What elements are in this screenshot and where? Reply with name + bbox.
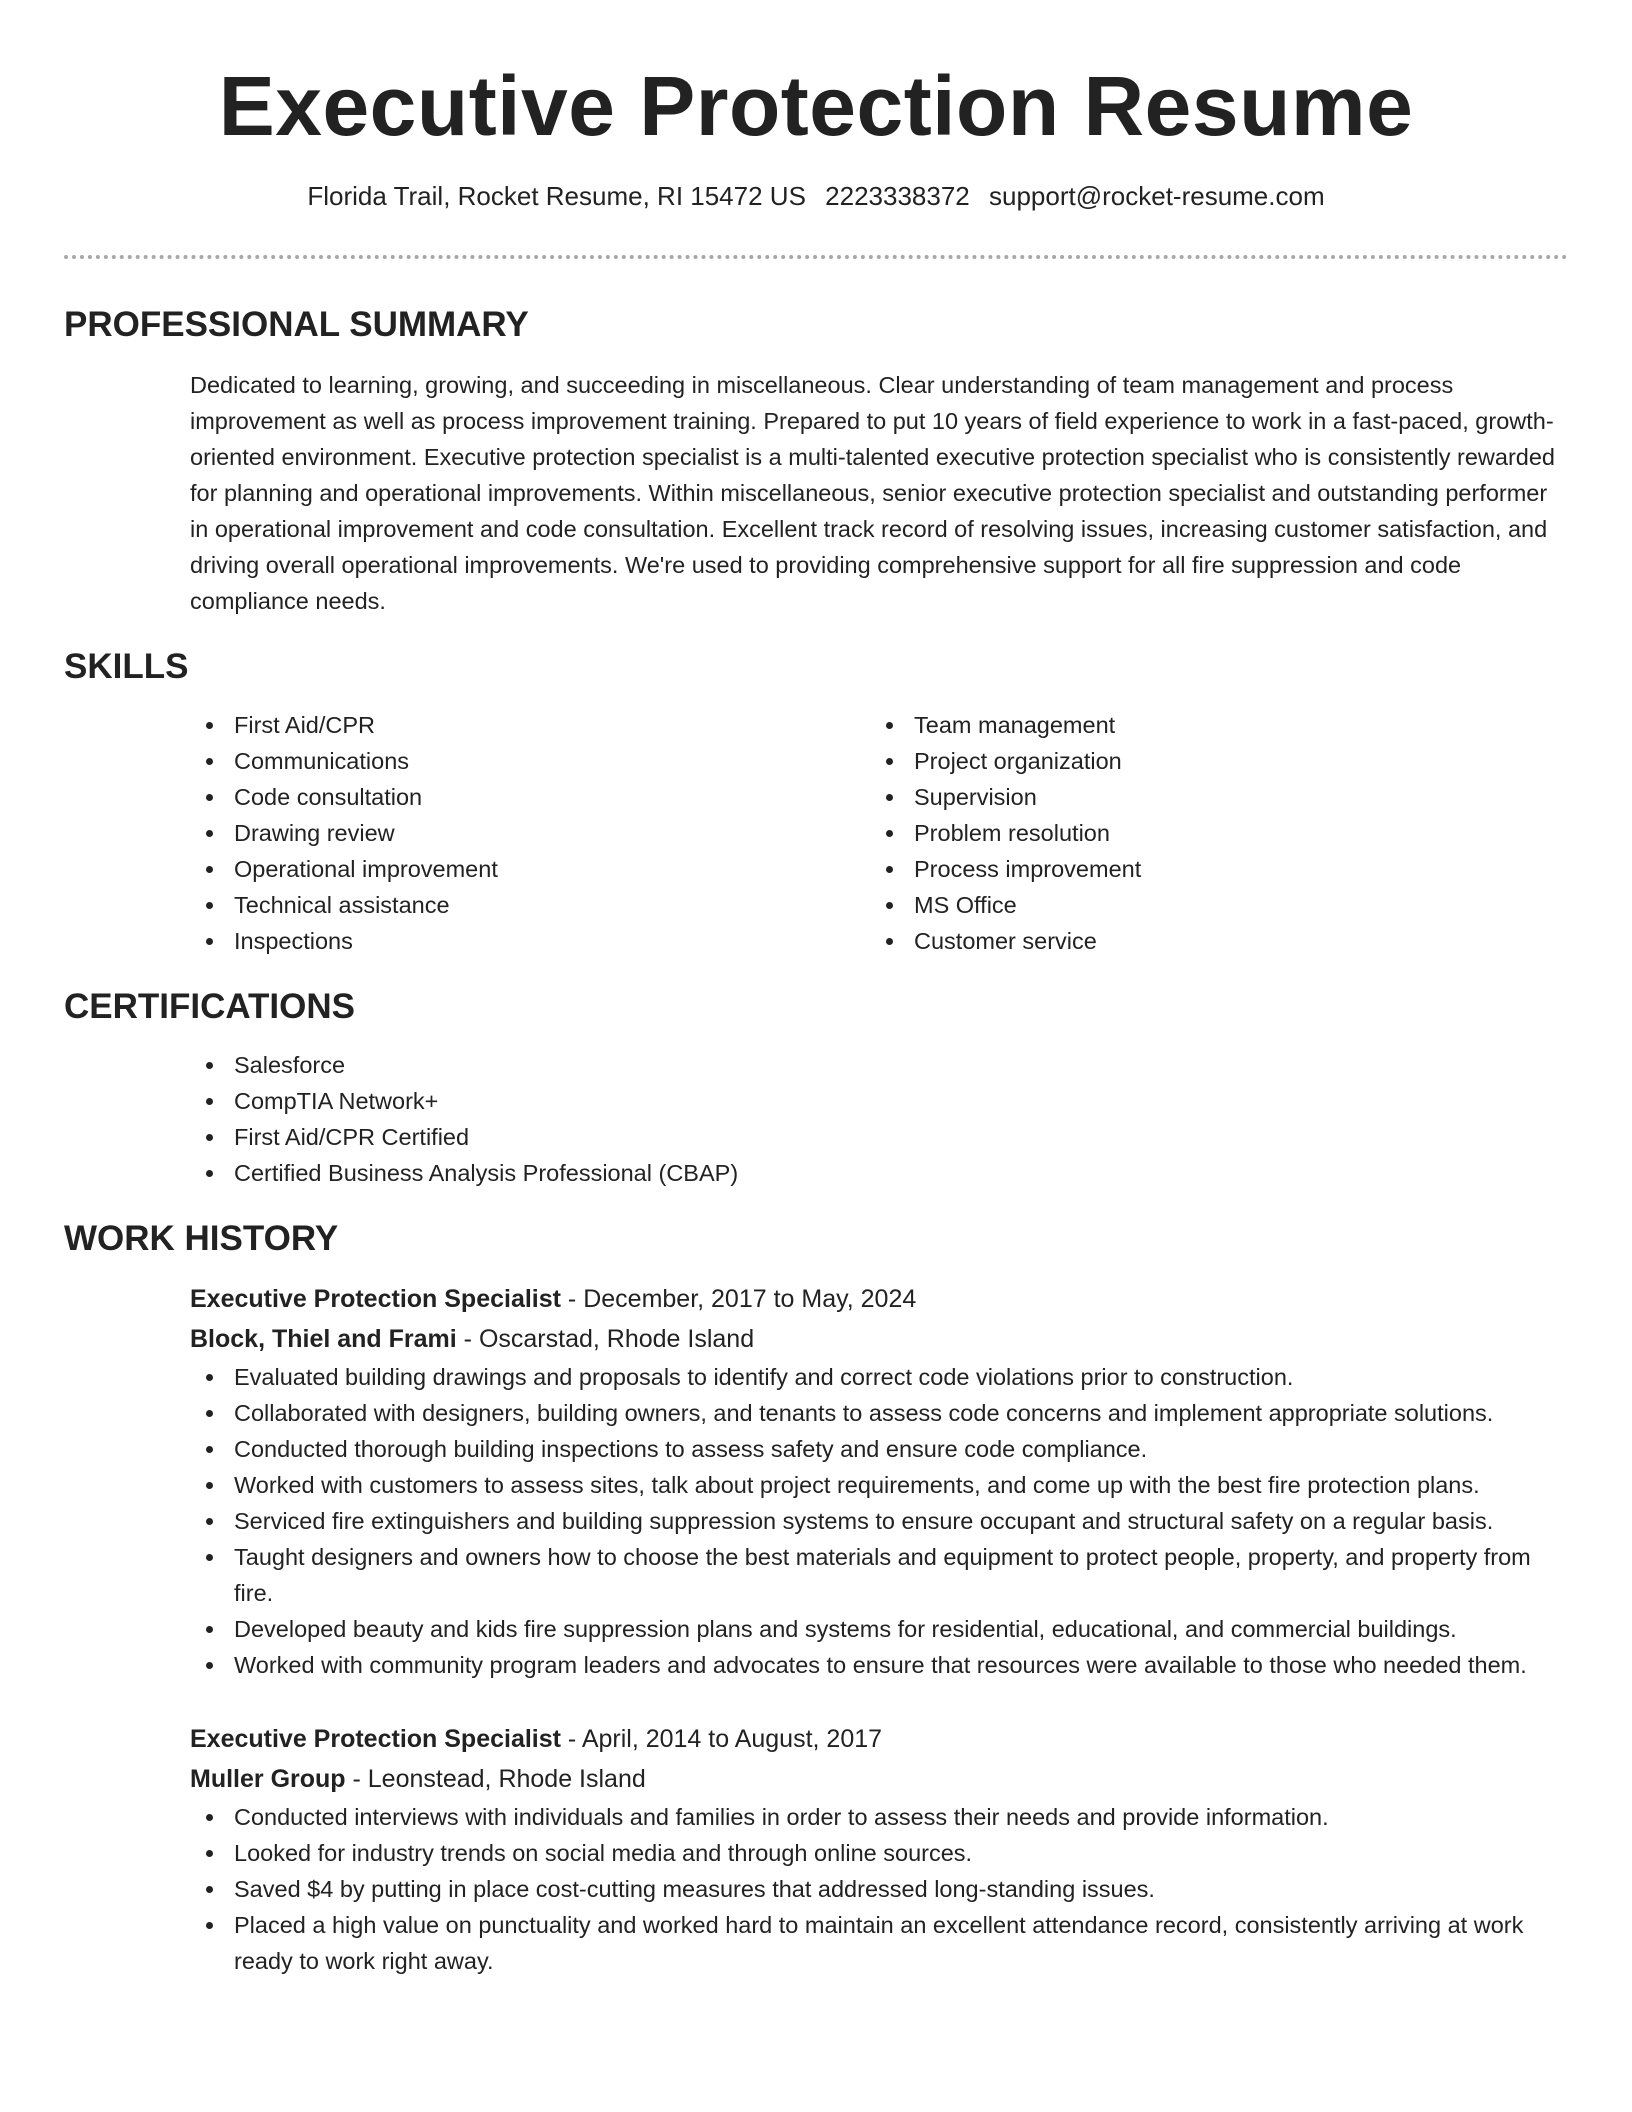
job-bullet: Developed beauty and kids fire suppression plans and systems for residential, educational, and commercial buildings. <box>190 1611 1568 1647</box>
section-title-summary: PROFESSIONAL SUMMARY <box>64 305 529 344</box>
job-bullet: Worked with customers to assess sites, talk about project requirements, and come up with the best fire protection plans. <box>190 1467 1568 1503</box>
skill-item: MS Office <box>870 887 1550 923</box>
skill-item: Inspections <box>190 923 870 959</box>
job-location: - Oscarstad, Rhode Island <box>456 1325 755 1353</box>
job-bullet: Evaluated building drawings and proposals to identify and correct code violations prior to construction. <box>190 1359 1568 1395</box>
summary-text: Dedicated to learning, growing, and succeeding in miscellaneous. Clear understanding of team management and process improvement as well as process improvement training. Prepared to put 10 years of field experience to work in a fast-paced, growth-oriented environment. Executive protection specialist is a multi-talented executive protection specialist who is consistently rewarded for planning and operational improvements. Within miscellaneous, senior executive protection specialist and outstanding performer in operational improvement and code consultation. Excellent track record of resolving issues, increasing customer satisfaction, and driving overall operational improvements. We're used to providing comprehensive support for all fire suppression and code compliance needs. <box>190 372 1555 614</box>
certification-item: Certified Business Analysis Professional (CBAP) <box>190 1155 1568 1191</box>
job-bullet: Serviced fire extinguishers and building suppression systems to ensure occupant and structural safety on a regular basis. <box>190 1503 1568 1539</box>
certification-item: CompTIA Network+ <box>190 1083 1568 1119</box>
job-bullet: Saved $4 by putting in place cost-cutting measures that addressed long-standing issues. <box>190 1871 1568 1907</box>
job-title-line <box>190 1279 1568 1319</box>
skill-item: Supervision <box>870 779 1550 815</box>
job-title: Executive Protection Specialist <box>190 1285 561 1313</box>
skills-column-right <box>870 707 1550 959</box>
skills-grid <box>190 707 1568 959</box>
job-title: Executive Protection Specialist <box>190 1725 561 1753</box>
job-bullet: Worked with community program leaders and advocates to ensure that resources were available to those who needed them. <box>190 1647 1568 1683</box>
job-company-line <box>190 1759 1568 1799</box>
resume-title: Executive Protection Resume <box>218 59 1414 153</box>
section-title-skills: SKILLS <box>64 647 189 686</box>
job-bullet: Taught designers and owners how to choose the best materials and equipment to protect people, property, and property from fire. <box>190 1539 1568 1611</box>
certifications-list-wrap <box>190 1047 1568 1191</box>
skill-item: Technical assistance <box>190 887 870 923</box>
job-entry <box>190 1279 1568 1683</box>
job-company: Block, Thiel and Frami <box>190 1325 457 1353</box>
job-dates: - April, 2014 to August, 2017 <box>560 1725 883 1753</box>
job-bullet: Looked for industry trends on social media and through online sources. <box>190 1835 1568 1871</box>
job-entry <box>190 1719 1568 1979</box>
section-title-work-history: WORK HISTORY <box>64 1219 339 1258</box>
skill-item: Problem resolution <box>870 815 1550 851</box>
skill-item: Drawing review <box>190 815 870 851</box>
skill-item: Code consultation <box>190 779 870 815</box>
skill-item: Process improvement <box>870 851 1550 887</box>
contact-line <box>64 180 1568 212</box>
skills-list-left <box>190 707 870 959</box>
skills-column-left <box>190 707 870 959</box>
skill-item: First Aid/CPR <box>190 707 870 743</box>
skill-item: Project organization <box>870 743 1550 779</box>
job-bullet: Collaborated with designers, building owners, and tenants to assess code concerns and implement appropriate solutions. <box>190 1395 1568 1431</box>
certification-item: First Aid/CPR Certified <box>190 1119 1568 1155</box>
contact-email: support@rocket-resume.com <box>989 181 1325 211</box>
job-location: - Leonstead, Rhode Island <box>345 1765 646 1793</box>
certifications-list <box>190 1047 1568 1191</box>
professional-summary-section <box>64 303 1568 619</box>
job-company: Muller Group <box>190 1765 346 1793</box>
job-bullets <box>190 1799 1568 1979</box>
job-company-line <box>190 1319 1568 1359</box>
skill-item: Communications <box>190 743 870 779</box>
skill-item: Operational improvement <box>190 851 870 887</box>
job-dates: - December, 2017 to May, 2024 <box>560 1285 917 1313</box>
skill-item: Customer service <box>870 923 1550 959</box>
certifications-section <box>64 985 1568 1191</box>
skills-section <box>64 645 1568 959</box>
section-title-certifications: CERTIFICATIONS <box>64 987 356 1026</box>
contact-phone: 2223338372 <box>825 181 970 211</box>
job-bullet: Conducted interviews with individuals and families in order to assess their needs and provide information. <box>190 1799 1568 1835</box>
skill-item: Team management <box>870 707 1550 743</box>
certification-item: Salesforce <box>190 1047 1568 1083</box>
work-history-section <box>64 1217 1568 1979</box>
job-title-line <box>190 1719 1568 1759</box>
job-bullet: Conducted thorough building inspections to assess safety and ensure code compliance. <box>190 1431 1568 1467</box>
resume-header <box>64 0 1568 212</box>
header-divider <box>64 255 1568 259</box>
skills-list-right <box>870 707 1550 959</box>
job-bullet: Placed a high value on punctuality and worked hard to maintain an excellent attendance record, consistently arriving at work ready to work right away. <box>190 1907 1568 1979</box>
job-bullets <box>190 1359 1568 1683</box>
contact-address: Florida Trail, Rocket Resume, RI 15472 US <box>307 181 806 211</box>
